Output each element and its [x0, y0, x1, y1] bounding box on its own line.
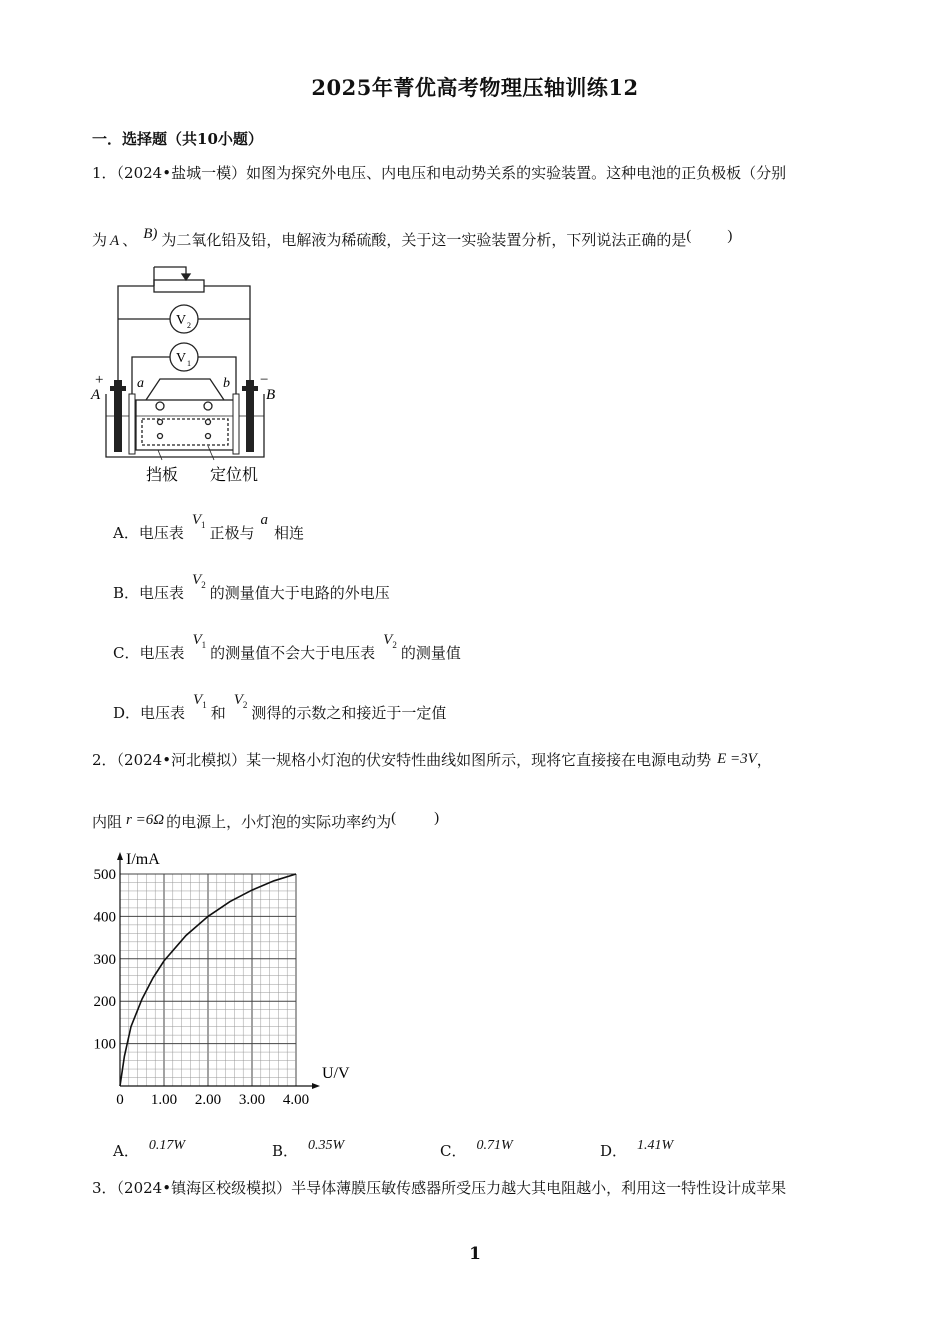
x-tick-label: 3.00 — [238, 1092, 266, 1108]
q2-option-c-value: 0.71W — [476, 1138, 513, 1153]
q1-fig-v1-sub: 1 — [187, 359, 191, 368]
q1-var-A: A — [110, 233, 120, 249]
q1-option-a-v: V — [191, 512, 202, 528]
section-heading: 一．选择题（共10小题） — [92, 130, 263, 148]
y-axis-label: I/mA — [126, 851, 160, 868]
q1-option-b-vsub: 2 — [201, 580, 206, 590]
q2-line1-text: 2．（2024•河北模拟）某一规格小灯泡的伏安特性曲线如图所示，现将它直接接在电源电动势 — [92, 751, 712, 769]
q1-fig-a: a — [137, 376, 144, 391]
q1-option-a-var: a — [260, 512, 269, 528]
q1-option-d-and: 和 — [210, 704, 226, 722]
q1-option-a-vsub: 1 — [201, 520, 206, 530]
y-tick-label: 200 — [93, 994, 116, 1011]
q2-comma: ， — [756, 751, 772, 769]
q1-option-b-v: V — [192, 572, 202, 588]
q1-paren-close: ) — [727, 228, 733, 244]
q1-option-c-v: V — [192, 632, 202, 648]
q3-line1: 3．（2024•镇海区校级模拟）半导体薄膜压敏传感器所受压力越大其电阻越小，利用这一特性设计成苹果 — [92, 1179, 787, 1197]
q1-option-d-v2sub: 2 — [242, 700, 248, 710]
q1-option-c-text1: 的测量值不会大于电压表 — [210, 644, 376, 662]
q2-option-c-label: C． — [440, 1142, 467, 1160]
q1-option-b-label: B．电压表 — [113, 584, 185, 602]
x-axis-label: U/V — [322, 1065, 350, 1082]
probe-b — [233, 394, 239, 454]
q1-fig-B: B — [266, 387, 276, 403]
y-tick-label: 500 — [93, 867, 116, 883]
x-tick-label: 4.00 — [282, 1092, 310, 1108]
y-axis-arrow — [117, 852, 123, 860]
q2-option-d-value: 1.41W — [637, 1138, 674, 1153]
q1-var-B: B) — [143, 226, 158, 242]
q1-option-d-text: 测得的示数之和接近于一定值 — [251, 704, 447, 722]
q1-option-d-v: V — [193, 692, 203, 708]
q1-option-b[interactable] — [113, 572, 390, 603]
q1-option-d-vsub: 1 — [202, 700, 207, 710]
x-tick-label: 2.00 — [194, 1092, 222, 1108]
y-tick-label: 100 — [93, 1036, 116, 1053]
q1-fig-v2-label: V — [176, 313, 187, 328]
q1-fig-v1-label: V — [176, 351, 187, 366]
q2-option-a-label: A． — [113, 1142, 139, 1160]
q2-paren-close: ) — [434, 810, 440, 826]
x-tick-label: 1.00 — [150, 1092, 178, 1108]
q1-fig-plus: + — [95, 372, 104, 388]
q1-circuit-figure — [86, 264, 286, 494]
page-title: 2025年菁优高考物理压轴训练12 — [311, 75, 639, 100]
q2-line2-text: 的电源上，小灯泡的实际功率约为 — [166, 813, 392, 831]
q1-option-c-vsub: 1 — [201, 640, 207, 650]
q1-option-a-label: A．电压表 — [113, 524, 184, 542]
q1-option-d-label: D．电压表 — [113, 704, 186, 722]
q1-line1: 1．（2024•盐城一模）如图为探究外电压、内电压和电动势关系的实验装置。这种电池的正负极板（分别 — [92, 164, 787, 182]
q1-option-a[interactable] — [113, 512, 305, 543]
y-tick-label: 400 — [93, 909, 116, 926]
q1-option-c[interactable] — [113, 632, 461, 663]
q1-option-a-text1: 正极与 — [209, 524, 255, 542]
probe-a — [129, 394, 135, 454]
q1-option-c-label: C．电压表 — [113, 644, 185, 662]
q2-line2 — [92, 811, 439, 832]
q2-option-b[interactable] — [272, 1140, 344, 1161]
q2-line1 — [92, 749, 772, 770]
q1-line2 — [92, 226, 733, 250]
q1-option-d-v2: V — [233, 692, 243, 708]
q2-iu-chart — [84, 844, 364, 1114]
q1-line2-text: 为二氧化铅及铅，电解液为稀硫酸，关于这一实验装置分析，下列说法正确的是 — [161, 231, 687, 249]
q1-fig-positioner-label: 定位机 — [210, 467, 259, 484]
q1-option-c-text2: 的测量值 — [400, 644, 461, 662]
q2-option-d[interactable] — [600, 1140, 673, 1161]
q2-r: r =6Ω — [126, 812, 165, 828]
q1-line2-sep: 、 — [122, 231, 138, 249]
q2-option-b-label: B． — [272, 1142, 299, 1160]
x-tick-label: 0 — [116, 1092, 124, 1108]
q2-paren-open: ( — [391, 810, 397, 826]
q2-option-a-value: 0.17W — [148, 1138, 186, 1153]
q1-option-c-v2: V — [383, 632, 393, 648]
q2-emf: E =3V — [717, 751, 757, 767]
q1-fig-A: A — [91, 387, 101, 403]
q1-option-c-v2sub: 2 — [392, 640, 397, 650]
q1-fig-baffle-label: 挡板 — [146, 467, 179, 484]
q2-line2-prefix: 内阻 — [92, 813, 123, 831]
q1-option-b-text: 的测量值大于电路的外电压 — [209, 584, 390, 602]
q1-option-a-text2: 相连 — [274, 524, 305, 542]
x-axis-arrow — [312, 1083, 320, 1089]
page-number: 1 — [469, 1244, 481, 1264]
q1-fig-minus: − — [260, 372, 269, 388]
q1-paren-open: ( — [686, 228, 692, 244]
q2-option-c[interactable] — [440, 1140, 513, 1161]
y-tick-label: 300 — [93, 951, 116, 968]
q2-option-d-label: D． — [600, 1142, 628, 1160]
q1-fig-b: b — [223, 376, 230, 391]
q1-fig-v2-sub: 2 — [187, 321, 191, 330]
q2-option-b-value: 0.35W — [308, 1138, 345, 1153]
q1-line2-prefix: 为 — [92, 231, 108, 249]
q1-option-d[interactable] — [113, 692, 447, 723]
q2-option-a[interactable] — [113, 1140, 185, 1161]
